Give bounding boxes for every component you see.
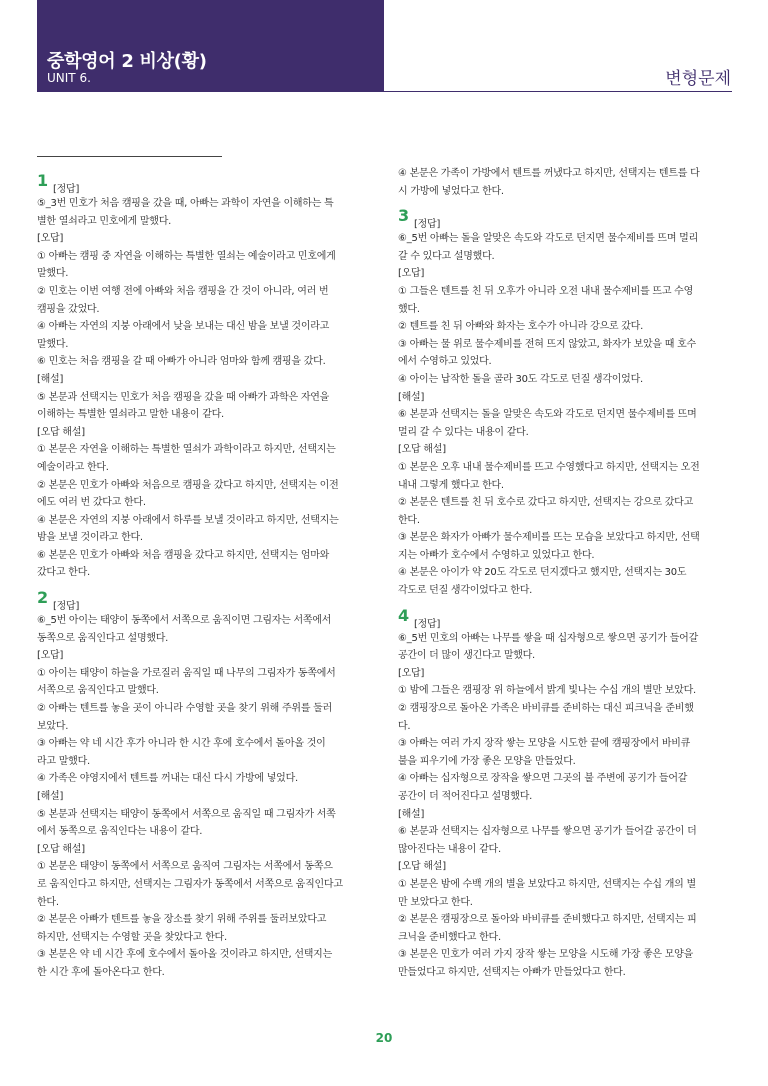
text-line: [오답] bbox=[398, 667, 425, 679]
text-line: ① 그들은 텐트를 친 뒤 오후가 아니라 오전 내내 물수제비를 뜨고 수영 bbox=[398, 285, 694, 297]
section-title: 변형문제 bbox=[665, 69, 731, 89]
text-line: ④ 본문은 자연의 지붕 아래에서 하루를 보낼 것이라고 하지만, 선택지는 bbox=[37, 514, 339, 526]
question-number: 4 bbox=[398, 605, 409, 625]
text-line: ③ 본문은 화자가 아빠가 물수제비를 뜨는 모습을 보았다고 하지만, 선택 bbox=[398, 532, 700, 544]
text-line: 이해하는 특별한 열쇠라고 말한 내용이 같다. bbox=[37, 409, 224, 421]
text-line: ⑥ 민호는 처음 캠핑을 갈 때 아빠가 아니라 엄마와 함께 캠핑을 갔다. bbox=[37, 356, 326, 368]
text-line: 보았다. bbox=[37, 720, 69, 732]
header-divider bbox=[384, 91, 732, 92]
text-line: 에서 수영하고 있었다. bbox=[398, 356, 492, 368]
text-line: ⑥_5번 민호의 아빠는 나무를 쌓을 때 십자형으로 쌓으면 공기가 들어갈 bbox=[398, 632, 699, 644]
text-line: 로 움직인다고 하지만, 선택지는 그림자가 동쪽에서 서쪽으로 움직인다고 bbox=[37, 878, 343, 890]
text-line: 많아진다는 내용이 같다. bbox=[398, 843, 501, 855]
text-line: [오답 해설] bbox=[37, 426, 85, 438]
text-line: ③ 본문은 민호가 여러 가지 장작 쌓는 모양을 시도해 가장 좋은 모양을 bbox=[398, 949, 694, 961]
text-line: ① 본문은 밤에 수백 개의 별을 보았다고 하지만, 선택지는 수십 개의 별 bbox=[398, 878, 696, 890]
text-line: 한 시간 후에 돌아온다고 한다. bbox=[37, 966, 165, 978]
text-line: [해설] bbox=[398, 808, 425, 820]
unit-label: UNIT 6. bbox=[47, 71, 91, 85]
text-line: 한다. bbox=[37, 896, 59, 908]
text-line: 멀리 갈 수 있다는 내용이 같다. bbox=[398, 426, 529, 438]
text-line: [오답 해설] bbox=[398, 444, 446, 456]
question-number: 1 bbox=[37, 171, 48, 190]
text-line: ② 본문은 민호가 아빠와 처음으로 캠핑을 갔다고 하지만, 선택지는 이전 bbox=[37, 479, 339, 491]
text-line: ② 아빠는 텐트를 놓을 곳이 아니라 수영할 곳을 찾기 위해 주위를 둘러 bbox=[37, 703, 333, 715]
answer-tag: [정답] bbox=[414, 618, 441, 630]
text-line: ⑥ 본문은 민호가 아빠와 처음 캠핑을 갔다고 하지만, 선택지는 엄마와 bbox=[37, 549, 330, 561]
text-line: 동쪽으로 움직인다고 설명했다. bbox=[37, 632, 169, 644]
text-line: ⑤_3번 민호가 처음 캠핑을 갔을 때, 아빠는 과학이 자연을 이해하는 특 bbox=[37, 198, 334, 209]
answer-tag: [정답] bbox=[53, 184, 80, 195]
text-line: ② 본문은 텐트를 친 뒤 호수로 갔다고 하지만, 선택지는 강으로 갔다고 bbox=[398, 497, 694, 509]
text-line: ⑥_5번 아이는 태양이 동쪽에서 서쪽으로 움직이면 그림자는 서쪽에서 bbox=[37, 615, 332, 627]
text-line: ① 아빠는 캠핑 중 자연을 이해하는 특별한 열쇠는 예술이라고 민호에게 bbox=[37, 250, 336, 262]
text-line: ⑥_5번 아빠는 돌을 알맞은 속도와 각도로 던지면 물수제비를 뜨며 멀리 bbox=[398, 233, 699, 245]
text-line: 크닉을 준비했다고 한다. bbox=[398, 931, 501, 943]
left-column bbox=[37, 165, 372, 982]
text-line: ④ 아빠는 자연의 지붕 아래에서 낮을 보내는 대신 밤을 보낼 것이라고 bbox=[37, 321, 330, 333]
answer-tag: [정답] bbox=[53, 601, 80, 613]
text-line: ③ 아빠는 물 위로 물수제비를 전혀 뜨지 않았고, 화자가 보았을 때 호수 bbox=[398, 338, 696, 350]
text-line: [해설] bbox=[37, 791, 64, 802]
page-number: 20 bbox=[375, 1031, 393, 1045]
text-line: 했다. bbox=[398, 303, 420, 315]
text-line: 말했다. bbox=[37, 268, 69, 280]
text-line: ③ 본문은 약 네 시간 후에 호수에서 돌아올 것이라고 하지만, 선택지는 bbox=[37, 949, 333, 961]
text-line: 에서 동쪽으로 움직인다는 내용이 같다. bbox=[37, 826, 203, 838]
book-title: 중학영어 2 비상(황) bbox=[47, 51, 207, 72]
text-line: ① 본문은 오후 내내 물수제비를 뜨고 수영했다고 하지만, 선택지는 오전 bbox=[398, 461, 700, 473]
text-line: ① 밤에 그들은 캠핑장 위 하늘에서 밝게 빛나는 수십 개의 별만 보았다. bbox=[398, 685, 696, 697]
text-line: 갔다고 한다. bbox=[37, 567, 90, 579]
text-line: 공간이 더 많이 생긴다고 말했다. bbox=[398, 650, 535, 662]
text-line: ① 본문은 태양이 동쪽에서 서쪽으로 움직여 그림자는 서쪽에서 동쪽으 bbox=[37, 861, 333, 873]
answer-tag: [정답] bbox=[414, 219, 441, 231]
text-line: 각도로 던질 생각이었다고 한다. bbox=[398, 585, 533, 597]
text-line: ② 민호는 이번 여행 전에 아빠와 처음 캠핑을 간 것이 아니라, 여러 번 bbox=[37, 285, 329, 297]
text-line: 별한 열쇠라고 민호에게 말했다. bbox=[37, 215, 172, 227]
text-line: [오답] bbox=[37, 650, 64, 662]
text-line: ④ 아이는 납작한 돌을 골라 30도 각도로 던질 생각이었다. bbox=[398, 373, 643, 385]
text-line: ② 캠핑장으로 돌아온 가족은 바비큐를 준비하는 대신 피크닉을 준비했 bbox=[398, 703, 694, 715]
text-line: ① 본문은 자연을 이해하는 특별한 열쇠가 과학이라고 하지만, 선택지는 bbox=[37, 444, 336, 456]
text-line: [오답 해설] bbox=[398, 861, 446, 873]
text-line: 지는 아빠가 호수에서 수영하고 있었다고 한다. bbox=[398, 549, 595, 561]
text-line: 만들었다고 하지만, 선택지는 아빠가 만들었다고 한다. bbox=[398, 966, 626, 978]
text-line: 한다. bbox=[398, 514, 420, 526]
question-number: 2 bbox=[37, 588, 48, 608]
text-line: 라고 말했다. bbox=[37, 755, 90, 767]
text-line: 공간이 더 적어진다고 설명했다. bbox=[398, 791, 533, 802]
text-line: [오답] bbox=[37, 233, 64, 245]
text-line: 내내 그렇게 했다고 한다. bbox=[398, 479, 504, 491]
text-line: 에도 여러 번 갔다고 한다. bbox=[37, 497, 146, 509]
text-line: ④ 본문은 아이가 약 20도 각도로 던지겠다고 했지만, 선택지는 30도 bbox=[398, 567, 687, 579]
text-line: [해설] bbox=[398, 391, 425, 403]
text-line: ④ 아빠는 십자형으로 장작을 쌓으면 그곳의 불 주변에 공기가 들어갈 bbox=[398, 773, 688, 785]
text-line: ③ 아빠는 약 네 시간 후가 아니라 한 시간 후에 호수에서 돌아올 것이 bbox=[37, 738, 326, 750]
text-line: [오답 해설] bbox=[37, 843, 85, 855]
text-line: ③ 아빠는 여러 가지 장작 쌓는 모양을 시도한 끝에 캠핑장에서 바비큐 bbox=[398, 738, 691, 750]
right-column bbox=[398, 165, 733, 982]
text-line: 말했다. bbox=[37, 338, 69, 350]
text-line: 만 보았다고 한다. bbox=[398, 896, 473, 908]
question-header bbox=[398, 600, 733, 630]
text-line: ⑤ 본문과 선택지는 태양이 동쪽에서 서쪽으로 움직일 때 그림자가 서쪽 bbox=[37, 808, 336, 820]
text-line: [오답] bbox=[398, 268, 425, 280]
question-header bbox=[37, 165, 372, 195]
text-line: ⑤ 본문과 선택지는 민호가 처음 캠핑을 갔을 때 아빠가 과학은 자연을 bbox=[37, 391, 330, 403]
text-line: ② 텐트를 친 뒤 아빠와 화자는 호수가 아니라 강으로 갔다. bbox=[398, 321, 644, 333]
question-number: 3 bbox=[398, 206, 409, 226]
text-line: ② 본문은 아빠가 텐트를 놓을 장소를 찾기 위해 주위를 둘러보았다고 bbox=[37, 914, 327, 926]
question-header bbox=[398, 200, 733, 230]
text-line: 다. bbox=[398, 720, 411, 732]
text-line: 불을 피우기에 가장 좋은 모양을 만들었다. bbox=[398, 755, 576, 767]
text-line: 서쪽으로 움직인다고 말했다. bbox=[37, 685, 159, 697]
text-line: ⑥ 본문과 선택지는 돌을 알맞은 속도와 각도로 던지면 물수제비를 뜨며 bbox=[398, 409, 697, 421]
text-line: 밤을 보낼 것이라고 한다. bbox=[37, 532, 143, 544]
text-line: 시 가방에 넣었다고 한다. bbox=[398, 185, 504, 197]
text-line: ② 본문은 캠핑장으로 돌아와 바비큐를 준비했다고 하지만, 선택지는 피 bbox=[398, 914, 697, 926]
question-header bbox=[37, 582, 372, 612]
text-line: 캠핑을 갔었다. bbox=[37, 303, 100, 315]
text-line: ④ 본문은 가족이 가방에서 텐트를 꺼냈다고 하지만, 선택지는 텐트를 다 bbox=[398, 168, 700, 179]
content-divider bbox=[37, 156, 222, 157]
text-line: 예술이라고 한다. bbox=[37, 461, 109, 473]
text-line: 하지만, 선택지는 수영할 곳을 찾았다고 한다. bbox=[37, 931, 227, 943]
text-line: 갈 수 있다고 설명했다. bbox=[398, 250, 495, 262]
text-line: ⑥ 본문과 선택지는 십자형으로 나무를 쌓으면 공기가 들어갈 공간이 더 bbox=[398, 826, 697, 838]
text-line: ④ 가족은 야영지에서 텐트를 꺼내는 대신 다시 가방에 넣었다. bbox=[37, 773, 298, 785]
text-line: [해설] bbox=[37, 373, 64, 385]
text-line: ① 아이는 태양이 하늘을 가로질러 움직일 때 나무의 그림자가 동쪽에서 bbox=[37, 667, 336, 679]
